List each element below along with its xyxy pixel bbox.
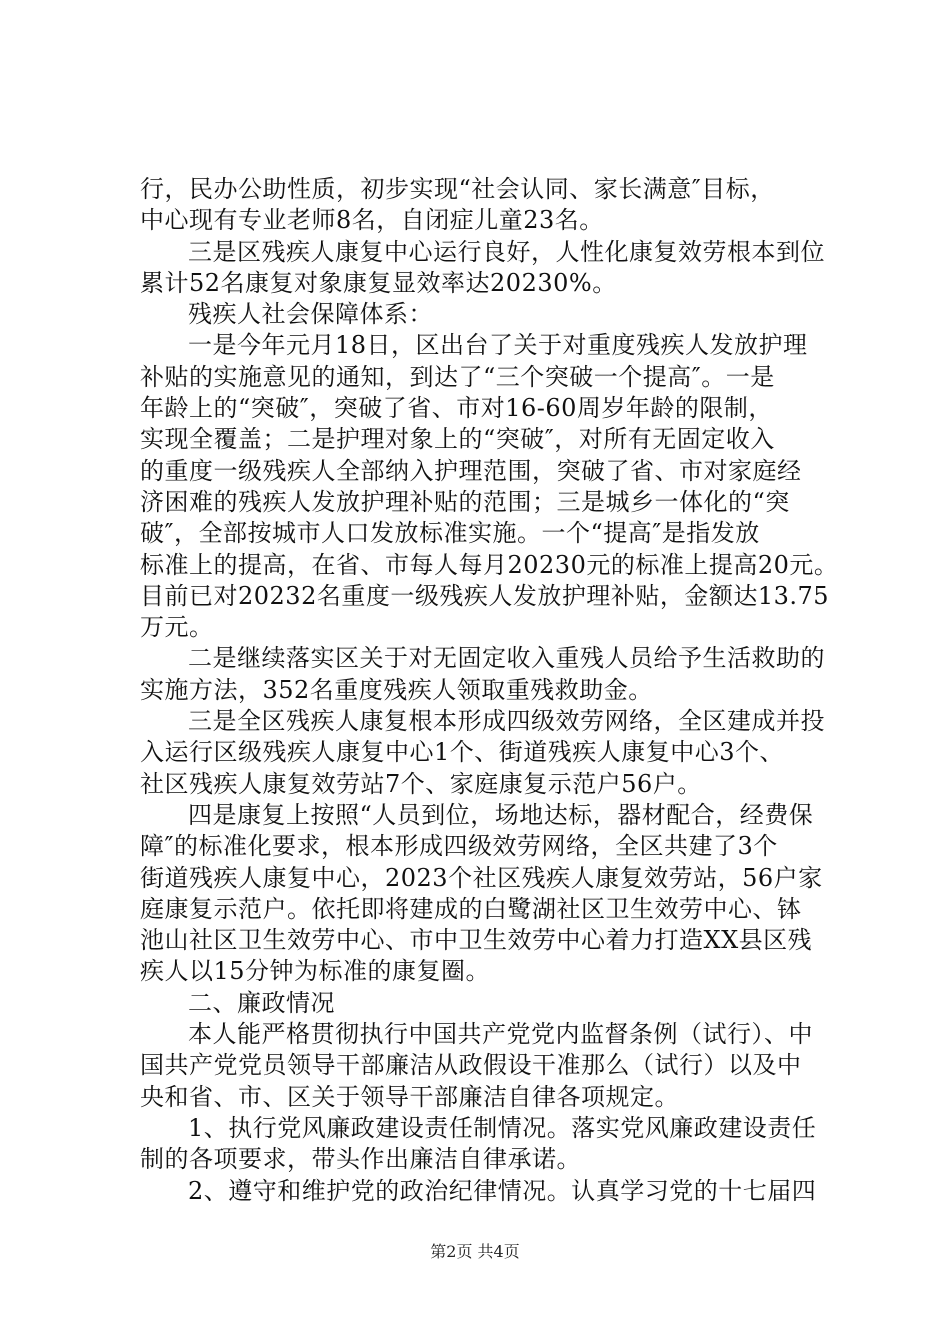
- text-line: 的重度一级残疾人全部纳入护理范围，突破了省、市对家庭经: [140, 456, 802, 485]
- text-line: 国共产党党员领导干部廉洁从政假设干准那么（试行）以及中: [140, 1051, 802, 1080]
- text-line: 目前已对20232名重度一级残疾人发放护理补贴，金额达13.75: [140, 581, 830, 610]
- paragraph-start: 三是区残疾人康复中心运行良好，人性化康复效劳根本到位: [188, 237, 825, 266]
- text-line: 疾人以15分钟为标准的康复圈。: [140, 957, 491, 986]
- document-body: [140, 174, 840, 1207]
- text-line: 制的各项要求，带头作出廉洁自律承诺。: [140, 1145, 581, 1174]
- text-line: 累计52名康复对象康复显效率达20230%。: [140, 268, 617, 297]
- text-line: 行，民办公助性质，初步实现“社会认同、家长满意″目标，: [140, 175, 775, 203]
- paragraph-start: 2、遵守和维护党的政治纪律情况。认真学习党的十七届四: [188, 1176, 817, 1205]
- paragraph-start: 二是继续落实区关于对无固定收入重残人员给予生活救助的: [188, 644, 825, 673]
- text-line: 障″的标准化要求，根本形成四级效劳网络，全区共建了3个: [140, 832, 778, 861]
- text-line: 补贴的实施意见的通知，到达了“三个突破一个提高″。一是: [140, 362, 775, 391]
- section-heading: 二、廉政情况: [188, 988, 335, 1017]
- page-number-footer: 第2页 共4页: [430, 1242, 520, 1261]
- text-line: 实现全覆盖；二是护理对象上的“突破″，对所有无固定收入: [140, 425, 775, 454]
- text-line: 中心现有专业老师8名，自闭症儿童23名。: [140, 206, 604, 235]
- paragraph-start: 1、执行党风廉政建设责任制情况。落实党风廉政建设责任: [188, 1113, 817, 1142]
- text-line: 庭康复示范户。依托即将建成的白鹭湖社区卫生效劳中心、钵: [140, 894, 802, 923]
- text-line: 万元。: [140, 613, 214, 642]
- paragraph-start: 本人能严格贯彻执行中国共产党党内监督条例（试行）、中: [188, 1020, 813, 1049]
- text-line: 央和省、市、区关于领导干部廉洁自律各项规定。: [140, 1082, 679, 1111]
- text-line: 池山社区卫生效劳中心、市中卫生效劳中心着力打造XX县区残: [140, 926, 813, 955]
- paragraph-start: 三是全区残疾人康复根本形成四级效劳网络，全区建成并投: [188, 707, 825, 736]
- paragraph-start: 四是康复上按照“人员到位，场地达标，器材配合，经费保: [188, 800, 814, 829]
- text-line: 标准上的提高，在省、市每人每月20230元的标准上提高20元。: [140, 550, 839, 579]
- section-heading: 残疾人社会保障体系：: [188, 300, 433, 329]
- paragraph-start: 一是今年元月18日，区出台了关于对重度残疾人发放护理: [188, 331, 808, 360]
- text-line: 实施方法，352名重度残疾人领取重残救助金。: [140, 675, 653, 704]
- text-line: 入运行区级残疾人康复中心1个、街道残疾人康复中心3个、: [140, 738, 785, 767]
- text-line: 街道残疾人康复中心，2023个社区残疾人康复效劳站，56户家: [140, 863, 823, 892]
- text-line: 年龄上的“突破″，突破了省、市对16-60周岁年龄的限制，: [140, 394, 773, 423]
- text-line: 济困难的残疾人发放护理补贴的范围；三是城乡一体化的“突: [140, 487, 790, 516]
- text-line: 社区残疾人康复效劳站7个、家庭康复示范户56户。: [140, 769, 702, 798]
- text-line: 破″，全部按城市人口发放标准实施。一个“提高″是指发放: [140, 519, 760, 548]
